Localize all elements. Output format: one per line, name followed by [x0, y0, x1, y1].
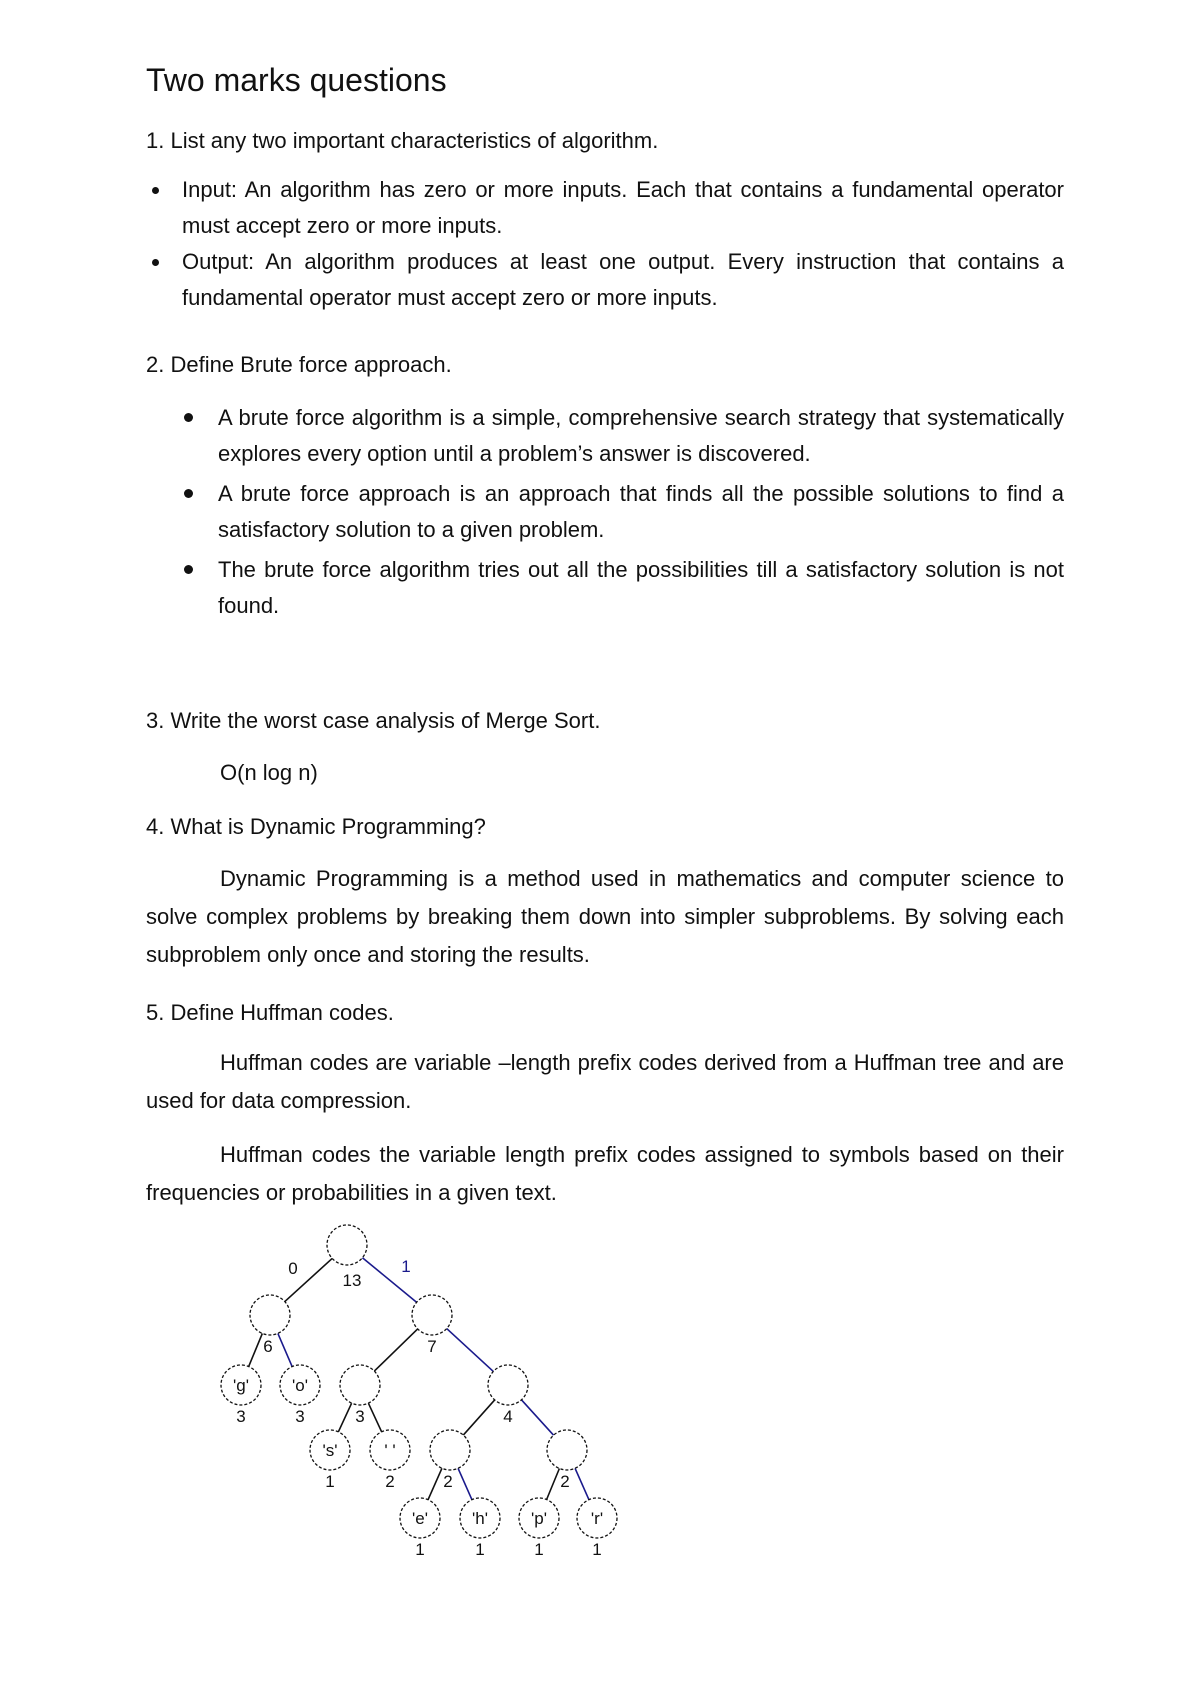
tree-edge	[447, 1329, 494, 1372]
node-weight-label: 1	[415, 1540, 425, 1559]
answer-4: Dynamic Programming is a method used in mathematics and computer science to solve complex problems by breaking them down into simpler subproblems. By solving each subproblem only once and storing the results.	[146, 866, 1064, 967]
tree-node-n3	[340, 1365, 380, 1405]
node-weight-label: 6	[263, 1337, 273, 1356]
tree-edge	[249, 1333, 263, 1366]
answer-3: O(n log n)	[220, 760, 318, 785]
tree-edge	[547, 1468, 560, 1499]
node-weight-label: 3	[236, 1407, 246, 1426]
tree-edge	[463, 1400, 494, 1435]
tree-edge	[521, 1400, 553, 1435]
tree-edge	[368, 1403, 381, 1432]
leaf-symbol-label: 'g'	[233, 1376, 249, 1395]
leaf-symbol-label: ' '	[384, 1441, 396, 1460]
tree-edge	[338, 1403, 351, 1432]
node-weight-label: 4	[503, 1407, 513, 1426]
edge-label-0: 0	[288, 1259, 298, 1278]
list-item: A brute force algorithm is a simple, comprehensive search strategy that systematically explores every option until a problem’s answer is discovered.	[218, 400, 1064, 472]
node-weight-label: 7	[427, 1337, 437, 1356]
question-1: 1. List any two important characteristics of algorithm.	[146, 128, 659, 153]
node-weight-label: 1	[534, 1540, 544, 1559]
tree-node-right	[412, 1295, 452, 1335]
list-item: A brute force approach is an approach that finds all the possible solutions to find a satisfactory solution to a given problem.	[218, 476, 1064, 548]
node-weight-label: 3	[295, 1407, 305, 1426]
tree-nodes	[221, 1225, 617, 1538]
leaf-symbol-label: 'p'	[531, 1509, 547, 1528]
tree-edge	[458, 1468, 472, 1499]
page-title: Two marks questions	[146, 62, 447, 98]
leaf-symbol-label: 'h'	[472, 1509, 488, 1528]
tree-node-n4	[488, 1365, 528, 1405]
node-weight-label: 1	[592, 1540, 602, 1559]
tree-node-left	[250, 1295, 290, 1335]
question-4: 4. What is Dynamic Programming?	[146, 814, 486, 839]
tree-edge	[278, 1333, 292, 1366]
list-item: The brute force algorithm tries out all the possibilities till a satisfactory solution is not found.	[218, 552, 1064, 624]
question-3: 3. Write the worst case analysis of Merge Sort.	[146, 708, 601, 733]
answer-5-paragraph-1: Huffman codes are variable –length prefix codes derived from a Huffman tree and are used for data compression.	[146, 1050, 1064, 1113]
question-2: 2. Define Brute force approach.	[146, 352, 452, 377]
leaf-symbol-label: 's'	[322, 1441, 338, 1460]
node-weight-label: 2	[560, 1472, 570, 1491]
node-weight-label: 2	[385, 1472, 395, 1491]
node-weight-label: 1	[325, 1472, 335, 1491]
leaf-symbol-label: 'r'	[590, 1509, 604, 1528]
leaf-symbol-label: 'o'	[292, 1376, 308, 1395]
leaf-symbol-label: 'e'	[412, 1509, 428, 1528]
tree-node-n2a	[430, 1430, 470, 1470]
node-weight-label: 13	[342, 1271, 362, 1290]
tree-node-n2b	[547, 1430, 587, 1470]
answer-5-paragraph-2: Huffman codes the variable length prefix codes assigned to symbols based on their frequencies or probabilities in a given text.	[146, 1142, 1064, 1205]
tree-edge	[575, 1468, 589, 1499]
list-item: Output: An algorithm produces at least one output. Every instruction that contains a fundamental operator must accept zero or more inputs.	[182, 244, 1064, 316]
edge-label-1: 1	[401, 1257, 411, 1276]
tree-edge	[428, 1468, 442, 1499]
tree-edge	[374, 1329, 417, 1371]
tree-node-root	[327, 1225, 367, 1265]
question-5: 5. Define Huffman codes.	[146, 1000, 394, 1025]
list-item: Input: An algorithm has zero or more inputs. Each that contains a fundamental operator must accept zero or more inputs.	[182, 172, 1064, 244]
node-weight-label: 1	[475, 1540, 485, 1559]
node-weight-label: 2	[443, 1472, 453, 1491]
node-weight-label: 3	[355, 1407, 365, 1426]
